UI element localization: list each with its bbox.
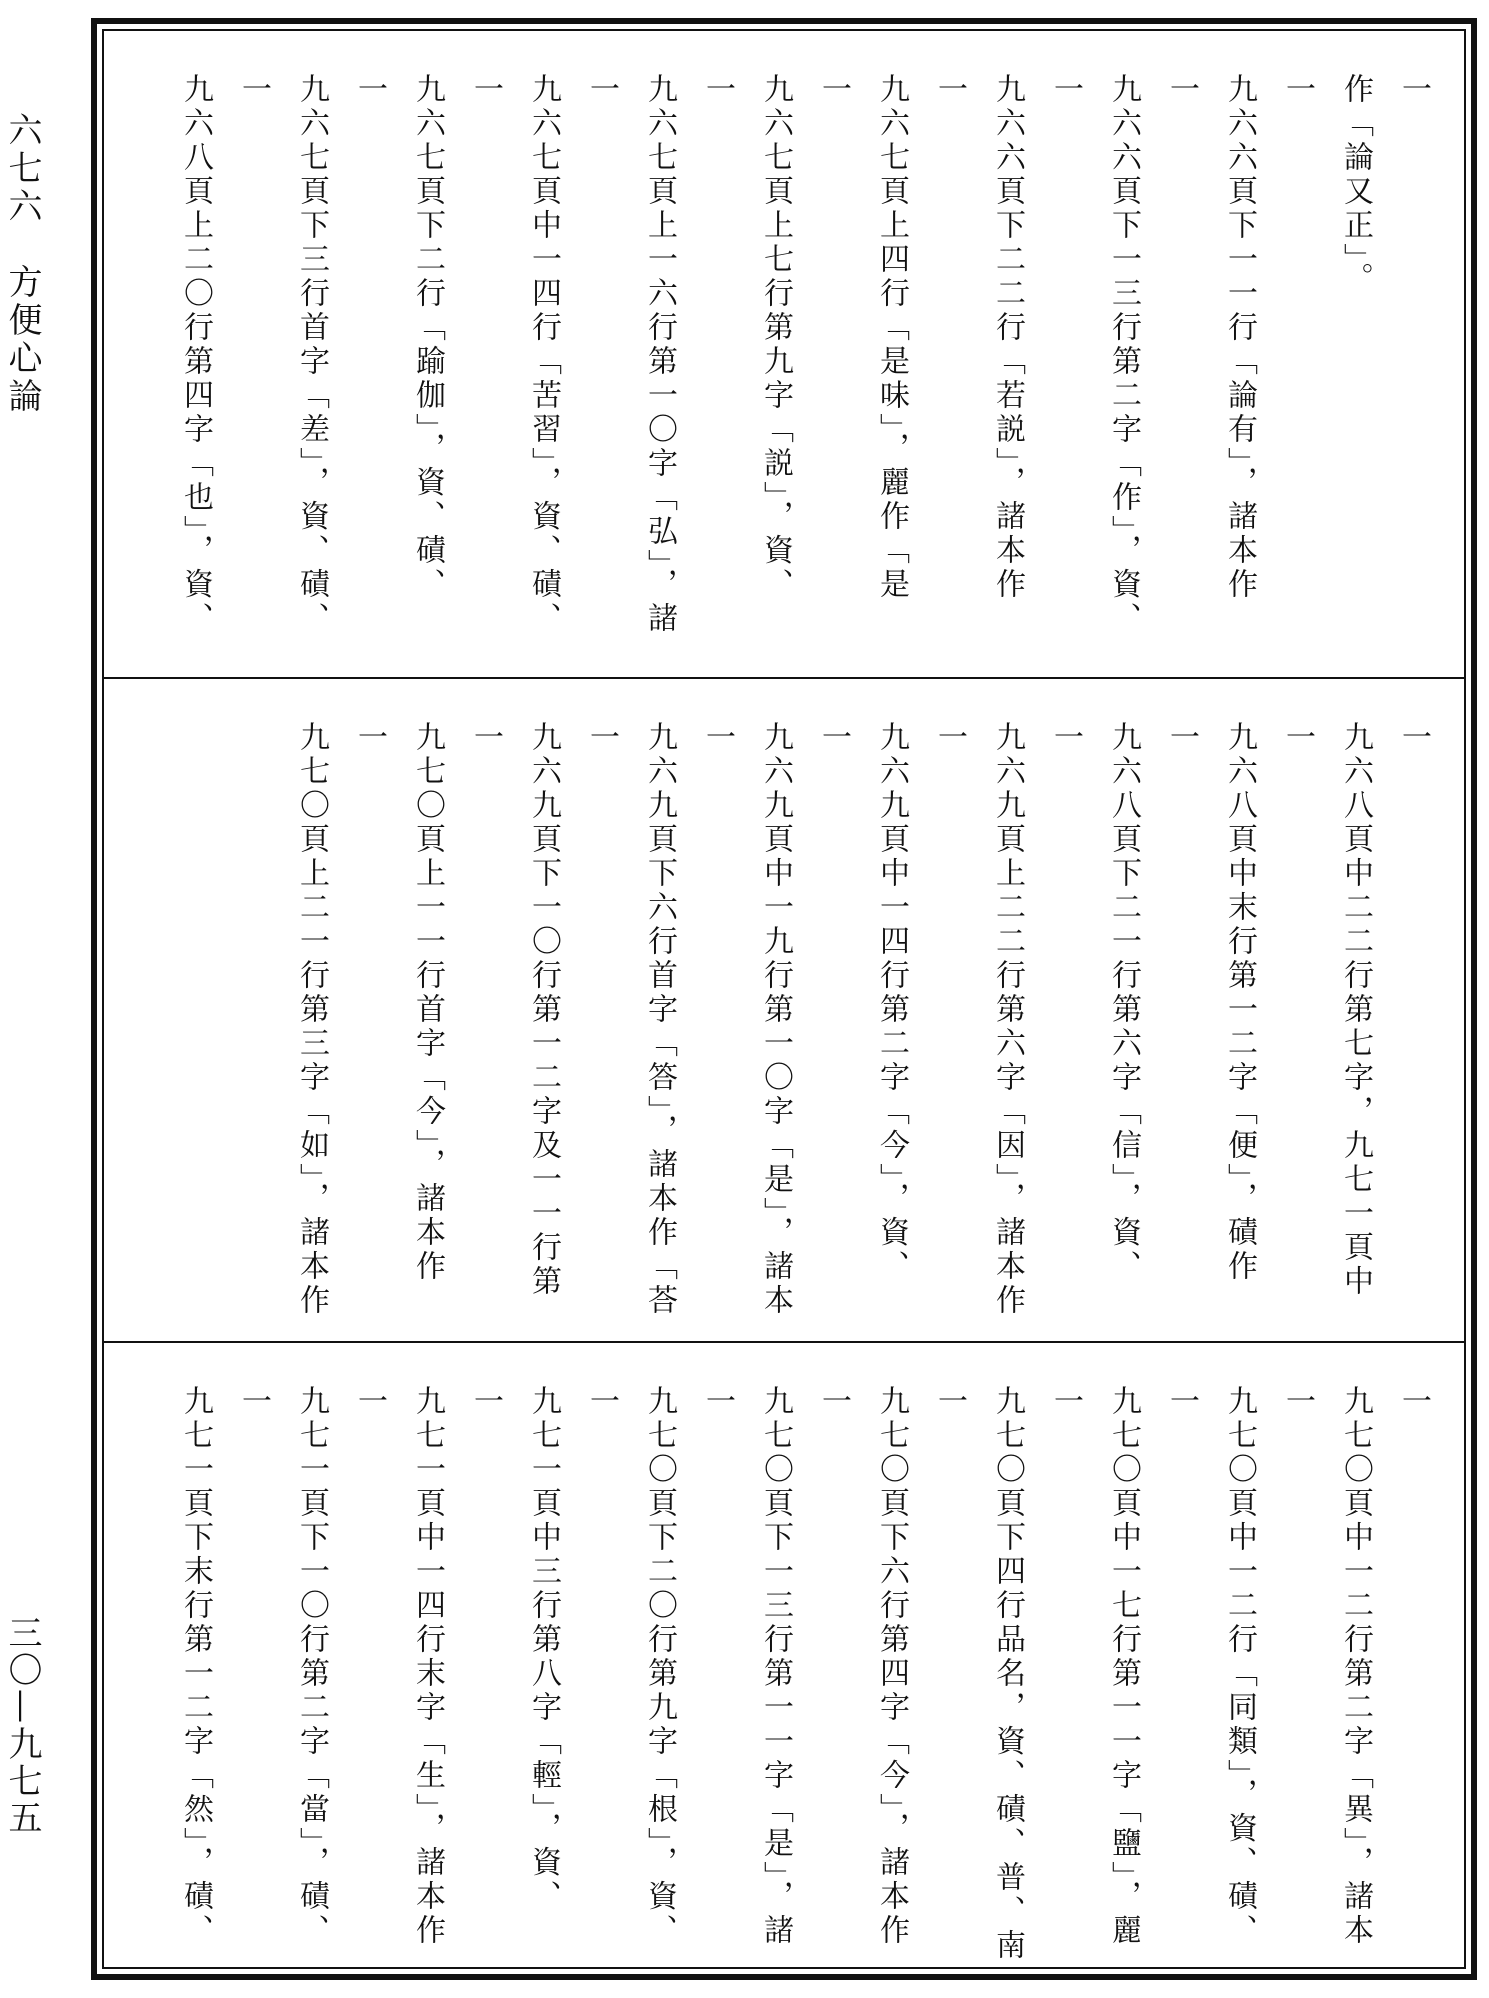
- entry-3: 一 九六六頁下一三行第二字「作」，資、: [1106, 73, 1199, 636]
- text-frame-inner: [102, 29, 1466, 1969]
- entry-10: 一 九七〇頁上二一行第三字「如」，諸本作: [294, 721, 387, 1318]
- panel-middle: [104, 677, 1464, 1341]
- entry-2: 一 九六八頁中末行第一二字「便」，磧作: [1222, 721, 1315, 1284]
- panel-top: [104, 31, 1464, 677]
- entry-10: 一 九七一頁下一〇行第二字「當」，磧、: [294, 1385, 387, 1948]
- entry-11: 一 九六八頁上二〇行第四字「也」，資、: [178, 73, 271, 636]
- entry-6: 一 九六九頁中一九行第一〇字「是」，諸本: [758, 721, 851, 1318]
- entry-3: 一 九七〇頁中一七行第一一字「鹽」，麗: [1106, 1385, 1199, 1948]
- entry-7: 一 九六九頁下六行首字「答」，諸本作「荅: [642, 721, 735, 1318]
- entry-8: 一 九七一頁中三行第八字「輕」，資、: [526, 1385, 619, 1914]
- entry-1: 一 九七〇頁中一二行第二字「異」，諸本: [1338, 1385, 1431, 1948]
- page-side-number: 三〇—九七五: [2, 1615, 42, 1837]
- entry-9: 一 九七一頁中一四行末字「生」，諸本作: [410, 1385, 503, 1948]
- entry-1: 一 作「論又正」。: [1338, 73, 1431, 296]
- entry-8: 一 九六七頁中一四行「苦習」，資、磧、: [526, 73, 619, 636]
- entry-2: 一 九七〇頁中一二行「同類」，資、磧、: [1222, 1385, 1315, 1948]
- entry-2: 一 九六六頁下一一行「論有」，諸本作: [1222, 73, 1315, 602]
- entry-9: 一 九六七頁下二行「踰伽」，資、磧、: [410, 73, 503, 602]
- entry-7: 一 九七〇頁下二〇行第九字「根」，資、: [642, 1385, 735, 1948]
- entry-10: 一 九六七頁下三行首字「差」，資、磧、: [294, 73, 387, 636]
- entry-4: 一 九七〇頁下四行品名，資、磧、普、南: [990, 1385, 1083, 1963]
- page-side-title: 六七六 方便心論: [2, 112, 42, 416]
- text-frame: [91, 18, 1477, 1980]
- entry-4: 一 九六六頁下二二行「若説」，諸本作: [990, 73, 1083, 602]
- entry-7: 一 九六七頁上一六行第一〇字「弘」，諸: [642, 73, 735, 636]
- entry-5: 一 九七〇頁下六行第四字「今」，諸本作: [874, 1385, 967, 1948]
- entry-3: 一 九六八頁下二一行第六字「信」，資、: [1106, 721, 1199, 1284]
- entry-5: 一 九六七頁上四行「是味」，麗作「是: [874, 73, 967, 602]
- entry-6: 一 九六七頁上七行第九字「説」，資、: [758, 73, 851, 602]
- entry-9: 一 九七〇頁上一一行首字「今」，諸本作: [410, 721, 503, 1284]
- entry-8: 一 九六九頁下一〇行第一二字及一一行第: [526, 721, 619, 1299]
- panel-bottom: [104, 1341, 1464, 1986]
- entry-5: 一 九六九頁中一四行第二字「今」，資、: [874, 721, 967, 1284]
- entry-11: 一 九七一頁下末行第一二字「然」，磧、: [178, 1385, 271, 1948]
- entry-4: 一 九六九頁上二二行第六字「因」，諸本作: [990, 721, 1083, 1318]
- entry-6: 一 九七〇頁下一三行第一一字「是」，諸: [758, 1385, 851, 1948]
- entry-1: 一 九六八頁中二二行第七字，九七一頁中: [1338, 721, 1431, 1299]
